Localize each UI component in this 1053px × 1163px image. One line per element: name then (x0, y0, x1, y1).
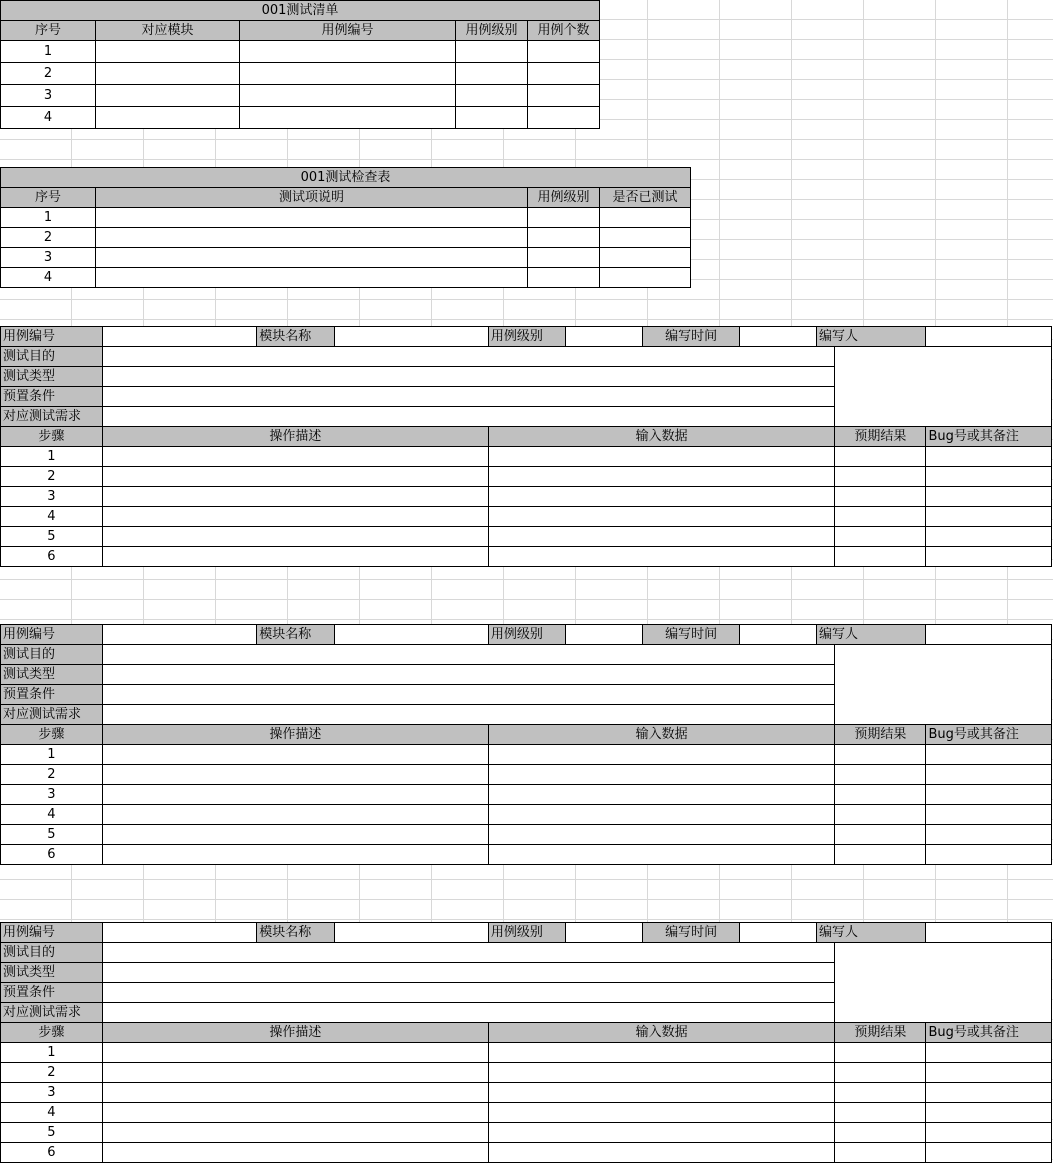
step-number: 5 (1, 1123, 103, 1143)
case-level-value[interactable] (566, 327, 643, 347)
label-case-level: 用例级别 (488, 625, 565, 645)
cell[interactable] (102, 507, 488, 527)
header-input-data: 输入数据 (488, 427, 834, 447)
header-input-data: 输入数据 (488, 1023, 834, 1043)
check-table (0, 167, 691, 288)
cell[interactable] (240, 85, 456, 107)
cell[interactable] (456, 107, 528, 129)
cell[interactable] (835, 1123, 926, 1143)
cell[interactable] (926, 1043, 1052, 1063)
cell[interactable] (488, 1143, 834, 1163)
cell[interactable] (926, 825, 1052, 845)
step-number: 4 (1, 805, 103, 825)
step-number: 4 (1, 1103, 103, 1123)
cell[interactable] (456, 63, 528, 85)
cell[interactable] (926, 805, 1052, 825)
field-precondition-label: 预置条件 (1, 685, 103, 705)
step-number: 1 (1, 1043, 103, 1063)
label-module-name: 模块名称 (257, 923, 334, 943)
row-number: 3 (1, 85, 96, 107)
cell[interactable] (488, 1063, 834, 1083)
step-number: 2 (1, 467, 103, 487)
case-level-value[interactable] (566, 625, 643, 645)
cell[interactable] (102, 1143, 488, 1163)
label-case-level: 用例级别 (488, 923, 565, 943)
field-requirement-value[interactable] (102, 1003, 834, 1023)
cell[interactable] (488, 507, 834, 527)
cell[interactable] (102, 1043, 488, 1063)
cell[interactable] (835, 487, 926, 507)
check-table-title: 001测试检查表 (1, 168, 691, 188)
header-expected: 预期结果 (835, 1023, 926, 1043)
cell[interactable] (600, 228, 691, 248)
cell[interactable] (926, 765, 1052, 785)
step-number: 5 (1, 825, 103, 845)
author-value[interactable] (926, 327, 1052, 347)
label-module-name: 模块名称 (257, 625, 334, 645)
write-time-value[interactable] (739, 625, 816, 645)
cell[interactable] (488, 805, 834, 825)
cell[interactable] (600, 268, 691, 288)
cell[interactable] (528, 268, 600, 288)
cell[interactable] (102, 845, 488, 865)
cell[interactable] (926, 1083, 1052, 1103)
header-operation: 操作描述 (102, 725, 488, 745)
cell[interactable] (835, 507, 926, 527)
cell[interactable] (96, 208, 528, 228)
field-purpose-value[interactable] (102, 645, 834, 665)
header-expected: 预期结果 (835, 725, 926, 745)
step-number: 6 (1, 1143, 103, 1163)
cell[interactable] (926, 507, 1052, 527)
header-step: 步骤 (1, 1023, 103, 1043)
field-requirement-label: 对应测试需求 (1, 407, 103, 427)
field-type-value[interactable] (102, 963, 834, 983)
cell[interactable] (96, 85, 240, 107)
cell[interactable] (240, 41, 456, 63)
step-number: 6 (1, 845, 103, 865)
header-bug-notes: Bug号或其备注 (926, 725, 1052, 745)
cell[interactable] (835, 1103, 926, 1123)
cell[interactable] (488, 1123, 834, 1143)
cell[interactable] (240, 107, 456, 129)
row-number: 4 (1, 268, 96, 288)
cell[interactable] (488, 1043, 834, 1063)
cell[interactable] (96, 107, 240, 129)
cell[interactable] (600, 208, 691, 228)
cell[interactable] (488, 467, 834, 487)
cell[interactable] (102, 527, 488, 547)
cell[interactable] (835, 547, 926, 567)
cell[interactable] (102, 805, 488, 825)
cell[interactable] (926, 487, 1052, 507)
cell[interactable] (96, 63, 240, 85)
write-time-value[interactable] (739, 923, 816, 943)
cell[interactable] (488, 785, 834, 805)
row-number: 2 (1, 63, 96, 85)
field-precondition-value[interactable] (102, 685, 834, 705)
cell[interactable] (488, 547, 834, 567)
label-write-time: 编写时间 (643, 625, 740, 645)
module-name-value[interactable] (334, 625, 488, 645)
cell[interactable] (488, 1083, 834, 1103)
cell[interactable] (488, 1103, 834, 1123)
cell[interactable] (926, 467, 1052, 487)
field-type-label: 测试类型 (1, 963, 103, 983)
cell[interactable] (835, 825, 926, 845)
write-time-value[interactable] (739, 327, 816, 347)
cell[interactable] (926, 785, 1052, 805)
header-item-desc: 测试项说明 (96, 188, 528, 208)
field-type-label: 测试类型 (1, 367, 103, 387)
header-bug-notes: Bug号或其备注 (926, 427, 1052, 447)
header-bug-notes: Bug号或其备注 (926, 1023, 1052, 1043)
cell[interactable] (96, 248, 528, 268)
cell[interactable] (835, 467, 926, 487)
cell[interactable] (926, 527, 1052, 547)
test-list-title: 001测试清单 (1, 1, 600, 21)
cell[interactable] (102, 765, 488, 785)
field-precondition-value[interactable] (102, 983, 834, 1003)
cell[interactable] (102, 447, 488, 467)
row-number: 3 (1, 248, 96, 268)
cell[interactable] (96, 268, 528, 288)
field-type-label: 测试类型 (1, 665, 103, 685)
row-number: 2 (1, 228, 96, 248)
step-number: 3 (1, 487, 103, 507)
cell[interactable] (488, 765, 834, 785)
cell[interactable] (102, 1103, 488, 1123)
label-case-id: 用例编号 (1, 625, 103, 645)
cell[interactable] (488, 745, 834, 765)
step-number: 2 (1, 765, 103, 785)
field-purpose-value[interactable] (102, 943, 834, 963)
cell[interactable] (835, 745, 926, 765)
cell[interactable] (102, 745, 488, 765)
cell[interactable] (926, 845, 1052, 865)
label-case-id: 用例编号 (1, 327, 103, 347)
field-requirement-label: 对应测试需求 (1, 1003, 103, 1023)
field-precondition-label: 预置条件 (1, 983, 103, 1003)
cell[interactable] (926, 447, 1052, 467)
cell[interactable] (102, 1123, 488, 1143)
cell[interactable] (835, 1063, 926, 1083)
author-value[interactable] (926, 625, 1052, 645)
cell[interactable] (102, 825, 488, 845)
step-number: 4 (1, 507, 103, 527)
cell[interactable] (488, 845, 834, 865)
module-name-value[interactable] (334, 923, 488, 943)
header-input-data: 输入数据 (488, 725, 834, 745)
label-module-name: 模块名称 (257, 327, 334, 347)
cell[interactable] (926, 745, 1052, 765)
field-purpose-label: 测试目的 (1, 347, 103, 367)
case-form-1 (0, 326, 1052, 567)
case-form-2 (0, 624, 1052, 865)
field-precondition-value[interactable] (102, 387, 834, 407)
header-seq: 序号 (1, 188, 96, 208)
cell[interactable] (96, 228, 528, 248)
header-operation: 操作描述 (102, 427, 488, 447)
cell[interactable] (835, 1083, 926, 1103)
case-id-value[interactable] (102, 923, 256, 943)
cell[interactable] (835, 805, 926, 825)
header-case-id: 用例编号 (240, 21, 456, 41)
header-step: 步骤 (1, 427, 103, 447)
cell[interactable] (528, 85, 600, 107)
label-author: 编写人 (817, 625, 926, 645)
step-number: 3 (1, 785, 103, 805)
label-author: 编写人 (817, 923, 926, 943)
header-case-count: 用例个数 (528, 21, 600, 41)
header-tested: 是否已测试 (600, 188, 691, 208)
cell[interactable] (926, 1123, 1052, 1143)
cell[interactable] (102, 785, 488, 805)
case-id-value[interactable] (102, 327, 256, 347)
blank-area (835, 943, 1052, 1023)
field-purpose-value[interactable] (102, 347, 834, 367)
header-case-level: 用例级别 (456, 21, 528, 41)
header-step: 步骤 (1, 725, 103, 745)
cell[interactable] (102, 547, 488, 567)
cell[interactable] (240, 63, 456, 85)
cell[interactable] (528, 41, 600, 63)
step-number: 2 (1, 1063, 103, 1083)
cell[interactable] (102, 1083, 488, 1103)
row-number: 1 (1, 41, 96, 63)
header-case-level: 用例级别 (528, 188, 600, 208)
row-number: 4 (1, 107, 96, 129)
cell[interactable] (488, 527, 834, 547)
field-requirement-value[interactable] (102, 407, 834, 427)
field-requirement-label: 对应测试需求 (1, 705, 103, 725)
cell[interactable] (926, 547, 1052, 567)
header-operation: 操作描述 (102, 1023, 488, 1043)
header-seq: 序号 (1, 21, 96, 41)
field-purpose-label: 测试目的 (1, 943, 103, 963)
cell[interactable] (926, 1143, 1052, 1163)
step-number: 6 (1, 547, 103, 567)
field-type-value[interactable] (102, 665, 834, 685)
label-write-time: 编写时间 (643, 923, 740, 943)
field-precondition-label: 预置条件 (1, 387, 103, 407)
label-author: 编写人 (817, 327, 926, 347)
cell[interactable] (488, 825, 834, 845)
module-name-value[interactable] (334, 327, 488, 347)
cell[interactable] (528, 208, 600, 228)
step-number: 3 (1, 1083, 103, 1103)
case-form-3 (0, 922, 1052, 1163)
cell[interactable] (488, 447, 834, 467)
field-type-value[interactable] (102, 367, 834, 387)
cell[interactable] (456, 85, 528, 107)
header-module: 对应模块 (96, 21, 240, 41)
cell[interactable] (96, 41, 240, 63)
field-requirement-value[interactable] (102, 705, 834, 725)
row-number: 1 (1, 208, 96, 228)
cell[interactable] (528, 63, 600, 85)
cell[interactable] (456, 41, 528, 63)
blank-area (835, 645, 1052, 725)
label-case-level: 用例级别 (488, 327, 565, 347)
cell[interactable] (835, 765, 926, 785)
step-number: 1 (1, 447, 103, 467)
cell[interactable] (528, 107, 600, 129)
cell[interactable] (102, 487, 488, 507)
cell[interactable] (528, 248, 600, 268)
test-list-table (0, 0, 600, 129)
cell[interactable] (835, 527, 926, 547)
cell[interactable] (926, 1063, 1052, 1083)
field-purpose-label: 测试目的 (1, 645, 103, 665)
cell[interactable] (102, 467, 488, 487)
cell[interactable] (835, 845, 926, 865)
cell[interactable] (600, 248, 691, 268)
case-id-value[interactable] (102, 625, 256, 645)
case-level-value[interactable] (566, 923, 643, 943)
label-case-id: 用例编号 (1, 923, 103, 943)
cell[interactable] (528, 228, 600, 248)
cell[interactable] (926, 1103, 1052, 1123)
author-value[interactable] (926, 923, 1052, 943)
cell[interactable] (835, 1043, 926, 1063)
cell[interactable] (835, 447, 926, 467)
cell[interactable] (835, 1143, 926, 1163)
cell[interactable] (835, 785, 926, 805)
step-number: 5 (1, 527, 103, 547)
label-write-time: 编写时间 (643, 327, 740, 347)
header-expected: 预期结果 (835, 427, 926, 447)
cell[interactable] (488, 487, 834, 507)
blank-area (835, 347, 1052, 427)
cell[interactable] (102, 1063, 488, 1083)
step-number: 1 (1, 745, 103, 765)
